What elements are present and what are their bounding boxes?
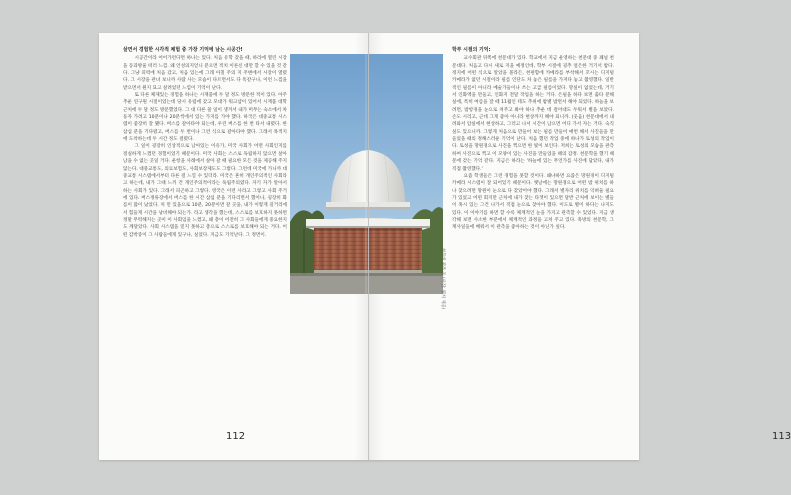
- left-page-number: 112: [226, 431, 246, 442]
- right-page-heading: 학부 시절의 기억:: [452, 47, 491, 53]
- right-page-text: [452, 47, 614, 327]
- observatory-dome-photo: [290, 54, 443, 294]
- photo-caption: 천문대 관측 돔 (사진: 필자 제공): [440, 248, 445, 310]
- left-paragraph-2: 또 다른 체제있는 경험을 하나는 시재품에 두 달 정도 방문한 적이 있다. 아주 추운 연구원 시절이었는데 당시 유럽에 갔고 모대가 워크샵이 있어서 시재품 대학 근처에 두 달 정도 방문했었다. 그 대 다른 쓸 일이 생겨서 내가 머무는 숙소에서 차둥자 가려고 10분이나 20분씩에서 있는 가지를 가야 했다. 하국은 대중교통 시스템이 좋장히 잘 됐다. 버스를 갈아타야 되는데, 우린 버스를 한 번 타서 내렸다. 한 삼십 분을 기다렸고, 버스를 두 번이나 그런 식으로 갈아타야 했다. 그래서 목적지에 도착하는데 두 시간 정도 걸렸다.: [123, 93, 287, 143]
- left-page-heading: 살면서 경험한 시각적 체험 중 가장 기억에 남는 시공간!: [123, 47, 243, 53]
- left-paragraph-3: 그 일이 굉장히 인상적으로 남아있는 이유가, 미국 사회가 어떤 사회인지를 절실하게 느꼈던 경험이었기 때문이다. 미국 사회는 스스로 독립하지 않으면 살아남을 수 없는 곳일 거다. 운항을 사례에서 살아 갈 때 필요한 모든 것을 제공해 주지 않는다. 대중교통도, 의료보험도, 사회보장제도도 그렇다. 그런데 미국에 가니까 대중교통 시스템에서부터 다른 걸 느낄 수 있더라. 미국은 흔히 개인주의적인 사회라고 하는데, 내가 그때 느끼 건 개인주의적이라는 독립주의였다. 자기 자가 알아서 하는 사회가 있다. 그래서 피곤하고 그렇다. 영국은 이런 사라고 그렇고 사회 주거에 있다. 버스정류장에서 버스를 한 시간 삼십 분을 기다리면서 했어나, 굉장히 화를이 많이 났었다. 처 먼 있을으로 10분, 20분이면 갈 곳을, 내가 이렇게 길거리에서 힘들게 시간을 낭비해야 되는가. 라고 생각을 했는데, 스스로를 보호하지 못하면 정말 무력해지는 곳이 이 사회임을 느꼈고, 왜 총이 어전히 그 사회들에게 중요한지도 깨달았다. 사회 시스템을 믿지 못하고 총으로 스스로를 보호해야 되는 거다. 어떤 감박증이 그 사람들에게 있구나, 실었다. 지금도 기억난다. 그 정면이.: [123, 144, 287, 238]
- right-page-number: 113: [772, 431, 791, 442]
- page-gutter: [368, 33, 369, 460]
- right-paragraph-2: 요즘 학생들은 그런 경험을 못할 것이다. 왜냐하면 요즘은 망원경이 디지털 카메라 시스템이 잘 되어있기 때문이다. 옛날에는 망원경으로 어떤 밤 위치를 하나 찾으려면 망원이 눈으로 다 찾았어야 했다. 그래서 별자리 위치를 익혀둘 필요가 있었고 어떤 회지만 근처에 내가 찾는 타겟이 있으면 달반 근처에 보이는 별들이 혹시 있는 그건 나가서 직접 눈으로 찾아야 했다. 이도로 별이 하다는 나지도 있다. 이 이야기를 하면 할 수록 체계적인 눈을 가지고 관측할 수 있었다. 지금 생각해 보면 사소한 부분에서 체계적인 과정을 고쳐 주고 있다. 흑방의 천문학, 그 재사일들에 배워서 이 관측을 좋아하는 것이 아닌가 싶다.: [452, 173, 614, 231]
- left-paragraph-1: 시공간이라 어어가런다면 하나는 있다. 처음 유학 갔을 때, 하라에 열린 시장을 동과방울 떠러 느낌. 왜 언성의지얻니 분으면 적치 이른신 대만 할 수 있을 것 같다. 그냥 피력에 처음 갔고, 처음 있는에 그래 아칠 주의 지 주변에서 시장이 열렸다. 그 시장을 관녀 보니까 사람 사는 모습이 다르면서도 다 똑같구나, 이런 느낌을 받으면서 뭔지 묘고 살려었던 느낌이 기억이 난다.: [123, 56, 287, 91]
- open-book: [99, 33, 791, 460]
- left-page-text: [123, 47, 287, 392]
- right-paragraph-1: 교수회관 뒤쪽에 천문대가 있다. 학교에서 지금 운영하는 천문대 중 꽤널 천문대다. 처음고 다시 새로 지을 예정인데, 학부 시절에 굉추 얼은한 거기서 밤다. 정지에 어떤 식으로 알았을 몰라든, 천편함에 카메라를 부착해서 꼬시는 디지털 카메라가 없던 시절이라 필름 인단도 차 놓은 필름을 가져다 놓고 촬영했다. 일반적인 필름이 아니라 예술가들이나 쓰는 고급 필름이었다. 망실이 없었는데, 거기서 인화액을 만들고, 인화지 전달 작업을 하는 거다. 은필을 하다 보면 출타 분해실에, 특히 여름을 잘 때 11월인 테도 추위에 밤별 밤면서 해야 되었다. 하늘을 보려면, 밤항경을 눈으로 쳐주고 봐야 하나 추운 데 걸어대도 두워서 별을 보았다. 손도 시리고, 근데 그게 좋아 아니라 현상까지 해야 되니까. (웃음) 천문대에서 내려와서 암실에서 현상하고, 그러고 나서 시간이 남으면 어디 가서 자는 거다. 숙직실도 있으니까. 그렇게 처음으로 만들어 보는 필름 만들어 매번 해서 사진들을 만들었을 때의 정해스러운 기억이 난다. 처음 했던 작업 중에 하나가 토성의 작업이다. 토성을 망원경으로 사진을 찍으면 한 빛이 보인다. 저희는 토성의 모습을 관측하여 사진으로 찍고 이 모양이 있는 사진을 만들었을 때의 감정. 천문학을 했기 때문에 갖는 기억 같다. 지금은 하라는 '하늘에 있는 무언가를 사진에 담았다, 내가 직접 촬영했다.': [452, 56, 614, 172]
